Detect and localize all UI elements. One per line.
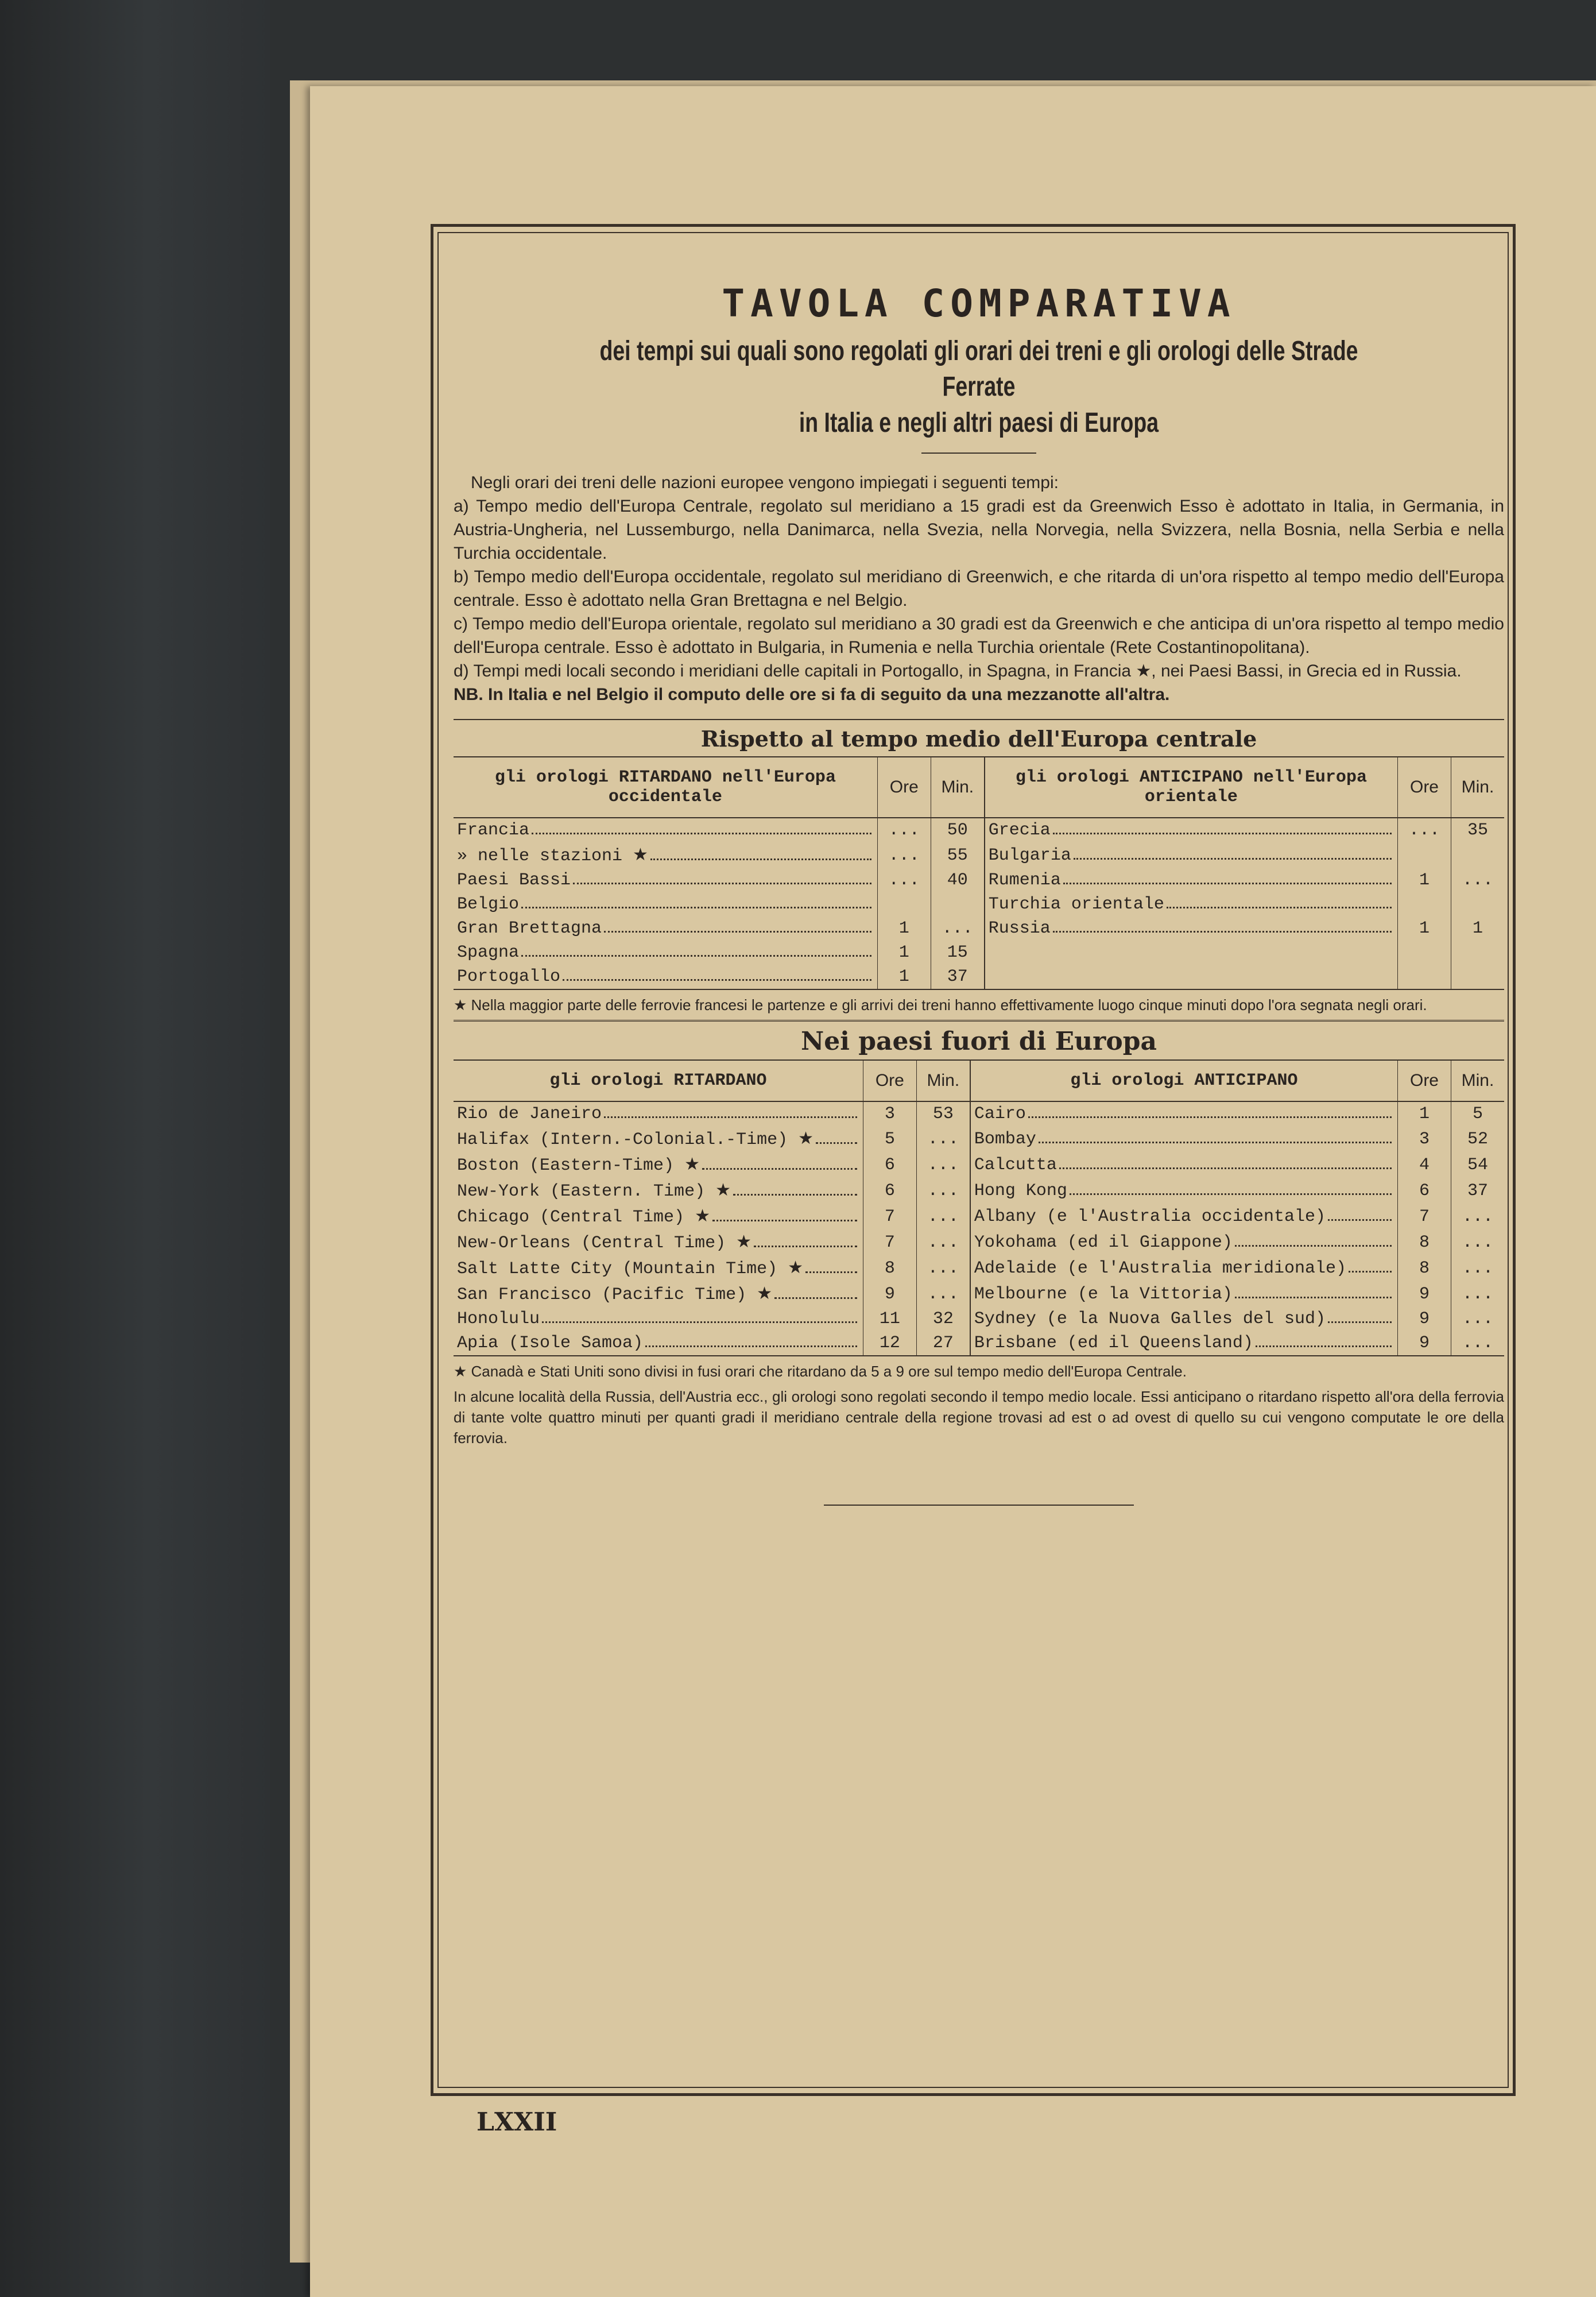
left-place-text: Portogallo (457, 967, 561, 987)
right-minutes: 5 (1451, 1101, 1505, 1126)
left-minutes: ... (931, 917, 985, 941)
left-place-text: Boston (Eastern-Time) ★ (457, 1156, 700, 1176)
right-minutes: ... (1451, 868, 1505, 892)
table-row (454, 965, 1504, 989)
table-row (454, 1152, 1504, 1178)
left-place-text: San Francisco (Pacific Time) ★ (457, 1285, 772, 1305)
left-hours: ... (877, 842, 931, 868)
right-place-text: Rumenia (988, 871, 1061, 891)
right-hours (1398, 892, 1451, 917)
right-place (970, 1281, 1398, 1307)
left-place (454, 1204, 863, 1229)
right-minutes: ... (1451, 1255, 1505, 1281)
right-place (985, 892, 1398, 917)
left-place (454, 1178, 863, 1204)
left-minutes: ... (916, 1178, 970, 1204)
right-place (970, 1331, 1398, 1355)
table-row (454, 1204, 1504, 1229)
min-header: Min. (931, 757, 985, 818)
table-row (454, 1307, 1504, 1331)
right-place-text: Turchia orientale (988, 895, 1164, 915)
right-minutes: 37 (1451, 1178, 1505, 1204)
right-minutes: ... (1451, 1281, 1505, 1307)
left-hours: 1 (877, 917, 931, 941)
item-a: a) Tempo medio dell'Europa Centrale, regolato sul meridiano a 15 gradi est da Greenwich Esso è adottato in Italia, in Germania, in Austria-Ungheria, nel Lussemburgo, nella Danimarca, nella Svezia, nella Norvegia, nella Svizzera, nella Bosnia, nella Serbia e nella Turchia occidentale. (454, 497, 1504, 563)
right-place-text: Cairo (974, 1104, 1026, 1124)
right-place (970, 1307, 1398, 1331)
right-minutes: 1 (1451, 917, 1505, 941)
left-minutes: 40 (931, 868, 985, 892)
left-minutes: 27 (916, 1331, 970, 1355)
right-place-text: Bulgaria (988, 845, 1071, 865)
europe-note: ★ Nella maggior parte delle ferrovie francesi le partenze e gli arrivi dei treni hanno effettivamente luogo cinque minuti dopo l'ora segnata negli orari. (454, 996, 1427, 1014)
right-hours: 7 (1398, 1204, 1451, 1229)
left-hours: 9 (863, 1281, 916, 1307)
outside-heading: Nei paesi fuori di Europa (801, 1027, 1157, 1057)
right-place (970, 1152, 1398, 1178)
left-minutes: ... (916, 1152, 970, 1178)
left-minutes: ... (916, 1229, 970, 1255)
left-place-text: Rio de Janeiro (457, 1104, 602, 1124)
right-hours: ... (1398, 818, 1451, 842)
item-b: b) Tempo medio dell'Europa occidentale, regolato sul meridiano di Greenwich, e che ritarda di un'ora rispetto al tempo medio dell'Europa centrale. Esso è adottato nella Gran Brettagna e nel Belgio. (454, 567, 1504, 610)
ore-header: Ore (1398, 757, 1451, 818)
left-hours: 6 (863, 1178, 916, 1204)
title-rule (921, 453, 1036, 454)
right-place (970, 1229, 1398, 1255)
table-row (454, 1331, 1504, 1355)
left-hours: ... (877, 868, 931, 892)
outside-right-header: gli orologi ANTICIPANO (970, 1061, 1398, 1101)
right-hours: 9 (1398, 1331, 1451, 1355)
table-row (454, 818, 1504, 842)
left-hours: 8 (863, 1255, 916, 1281)
europe-right-header: gli orologi ANTICIPANO nell'Europa orientale (985, 757, 1398, 818)
left-place-text: » nelle stazioni ★ (457, 846, 648, 867)
left-place (454, 965, 877, 989)
left-place (454, 1255, 863, 1281)
right-place-text: Hong Kong (974, 1181, 1067, 1201)
left-place (454, 818, 877, 842)
min-header: Min. (1451, 757, 1505, 818)
left-minutes: 32 (916, 1307, 970, 1331)
left-hours: 7 (863, 1229, 916, 1255)
outside-left-header: gli orologi RITARDANO (454, 1061, 863, 1101)
left-place (454, 892, 877, 917)
intro-section (454, 471, 1504, 706)
left-place (454, 1281, 863, 1307)
left-hours: 11 (863, 1307, 916, 1331)
right-minutes: 54 (1451, 1152, 1505, 1178)
right-place-text: Adelaide (e l'Australia meridionale) (974, 1258, 1346, 1278)
right-hours: 1 (1398, 917, 1451, 941)
left-place (454, 1126, 863, 1152)
left-hours: 6 (863, 1152, 916, 1178)
left-place-text: Belgio (457, 895, 520, 915)
left-minutes: ... (916, 1204, 970, 1229)
right-place (985, 965, 1398, 989)
left-place-text: Apia (Isole Samoa) (457, 1333, 644, 1354)
item-c: c) Tempo medio dell'Europa orientale, regolato sul meridiano a 30 gradi est da Greenwich e che anticipa di un'ora rispetto al tempo medio dell'Europa centrale. Esso è adottato in Bulgaria, in Rumenia e nella Turchia orientale (Rete Costantinopolitana). (454, 614, 1504, 658)
right-minutes (1451, 842, 1505, 868)
table-row (454, 1255, 1504, 1281)
table-row (454, 842, 1504, 868)
left-hours: 3 (863, 1101, 916, 1126)
left-minutes: ... (916, 1126, 970, 1152)
right-place (970, 1204, 1398, 1229)
left-minutes: ... (916, 1255, 970, 1281)
europe-left-header: gli orologi RITARDANO nell'Europa occidentale (454, 757, 877, 818)
left-place-text: Spagna (457, 943, 520, 963)
left-place-text: Gran Brettagna (457, 919, 602, 939)
left-place (454, 941, 877, 965)
right-minutes: ... (1451, 1229, 1505, 1255)
left-hours: 12 (863, 1331, 916, 1355)
right-hours (1398, 842, 1451, 868)
left-minutes (931, 892, 985, 917)
left-place-text: Paesi Bassi (457, 871, 571, 891)
intro-text: Negli orari dei treni delle nazioni europee vengono impiegati i seguenti tempi: (471, 473, 1059, 493)
europe-table (454, 757, 1504, 989)
right-place-text: Russia (988, 919, 1051, 939)
right-hours: 9 (1398, 1307, 1451, 1331)
ore-header: Ore (877, 757, 931, 818)
left-minutes: 53 (916, 1101, 970, 1126)
right-minutes: ... (1451, 1331, 1505, 1355)
left-place (454, 868, 877, 892)
ore-header: Ore (1398, 1061, 1451, 1101)
right-place-text: Sydney (e la Nuova Galles del sud) (974, 1309, 1326, 1329)
right-place (985, 917, 1398, 941)
subtitle-line-2: in Italia e negli altri paesi di Europa (799, 407, 1159, 438)
scan-background (0, 0, 270, 2297)
left-minutes: ... (916, 1281, 970, 1307)
left-hours: 1 (877, 965, 931, 989)
right-place (970, 1101, 1398, 1126)
min-header: Min. (1451, 1061, 1505, 1101)
right-place (985, 842, 1398, 868)
left-hours: 7 (863, 1204, 916, 1229)
right-place-text: Calcutta (974, 1155, 1057, 1175)
right-place-text: Yokohama (ed il Giappone) (974, 1232, 1233, 1252)
right-hours: 8 (1398, 1229, 1451, 1255)
right-minutes (1451, 941, 1505, 965)
left-place-text: Chicago (Central Time) ★ (457, 1208, 710, 1228)
bottom-rule (824, 1505, 1134, 1506)
right-hours (1398, 965, 1451, 989)
left-hours (877, 892, 931, 917)
right-place (985, 941, 1398, 965)
right-place (970, 1126, 1398, 1152)
left-minutes: 50 (931, 818, 985, 842)
document-content (454, 253, 1504, 2079)
right-minutes: ... (1451, 1204, 1505, 1229)
left-place-text: New-York (Eastern. Time) ★ (457, 1182, 731, 1202)
outside-note-2: In alcune località della Russia, dell'Austria ecc., gli orologi sono regolati secondo il tempo medio locale. Essi anticipano o ritardano rispetto all'ora della ferrovia di tante volte quattro minuti per quanti gradi il meridiano centrale della regione trovasi ad est o ad ovest di quello su cui vengono computate le ore della ferrovia. (454, 1388, 1504, 1447)
table-row (454, 1281, 1504, 1307)
right-place-text: Melbourne (e la Vittoria) (974, 1284, 1233, 1304)
left-hours: ... (877, 818, 931, 842)
outside-note-1: ★ Canadà e Stati Uniti sono divisi in fusi orari che ritardano da 5 a 9 ore sul tempo medio dell'Europa Centrale. (454, 1363, 1187, 1380)
right-place-text: Bombay (974, 1129, 1036, 1149)
table-row (454, 868, 1504, 892)
right-place (970, 1178, 1398, 1204)
left-place-text: Halifax (Intern.-Colonial.-Time) ★ (457, 1130, 814, 1150)
right-hours: 1 (1398, 868, 1451, 892)
page-title: TAVOLA COMPARATIVA (722, 281, 1236, 326)
right-place (985, 818, 1398, 842)
right-hours: 9 (1398, 1281, 1451, 1307)
left-place (454, 1307, 863, 1331)
page-subtitle (569, 334, 1388, 441)
right-place (985, 868, 1398, 892)
table-row (454, 1126, 1504, 1152)
table-row (454, 941, 1504, 965)
europe-heading: Rispetto al tempo medio dell'Europa centrale (700, 726, 1257, 752)
left-place-text: Honolulu (457, 1309, 540, 1329)
right-hours: 4 (1398, 1152, 1451, 1178)
right-minutes: 35 (1451, 818, 1505, 842)
left-place-text: Salt Latte City (Mountain Time) ★ (457, 1259, 803, 1279)
left-place (454, 842, 877, 868)
left-minutes: 37 (931, 965, 985, 989)
left-hours: 5 (863, 1126, 916, 1152)
left-place-text: New-Orleans (Central Time) ★ (457, 1233, 751, 1254)
right-hours: 3 (1398, 1126, 1451, 1152)
min-header: Min. (916, 1061, 970, 1101)
right-hours: 8 (1398, 1255, 1451, 1281)
table-row (454, 1101, 1504, 1126)
left-hours: 1 (877, 941, 931, 965)
table-row (454, 1178, 1504, 1204)
table-row (454, 917, 1504, 941)
left-place (454, 1331, 863, 1355)
right-minutes (1451, 892, 1505, 917)
right-hours: 1 (1398, 1101, 1451, 1126)
left-minutes: 55 (931, 842, 985, 868)
right-place-text: Brisbane (ed il Queensland) (974, 1333, 1253, 1354)
left-minutes: 15 (931, 941, 985, 965)
ore-header: Ore (863, 1061, 916, 1101)
table-row (454, 892, 1504, 917)
left-place (454, 1229, 863, 1255)
right-minutes: 52 (1451, 1126, 1505, 1152)
right-place (970, 1255, 1398, 1281)
table-row (454, 1229, 1504, 1255)
right-hours: 6 (1398, 1178, 1451, 1204)
right-minutes: ... (1451, 1307, 1505, 1331)
right-place-text: Albany (e l'Australia occidentale) (974, 1206, 1326, 1227)
right-place-text: Grecia (988, 821, 1051, 841)
outside-table (454, 1061, 1504, 1355)
nb-note: NB. In Italia e nel Belgio il computo delle ore si fa di seguito da una mezzanotte all'altra. (454, 685, 1170, 705)
page-number: LXXII (477, 2107, 557, 2137)
right-hours (1398, 941, 1451, 965)
left-place (454, 917, 877, 941)
item-d: d) Tempi medi locali secondo i meridiani delle capitali in Portogallo, in Spagna, in Francia ★, nei Paesi Bassi, in Grecia ed in Russia. (454, 662, 1462, 681)
left-place (454, 1152, 863, 1178)
right-minutes (1451, 965, 1505, 989)
subtitle-line-1: dei tempi sui quali sono regolati gli orari dei treni e gli orologi delle Strade Ferrate (599, 336, 1358, 403)
left-place-text: Francia (457, 821, 530, 841)
left-place (454, 1101, 863, 1126)
